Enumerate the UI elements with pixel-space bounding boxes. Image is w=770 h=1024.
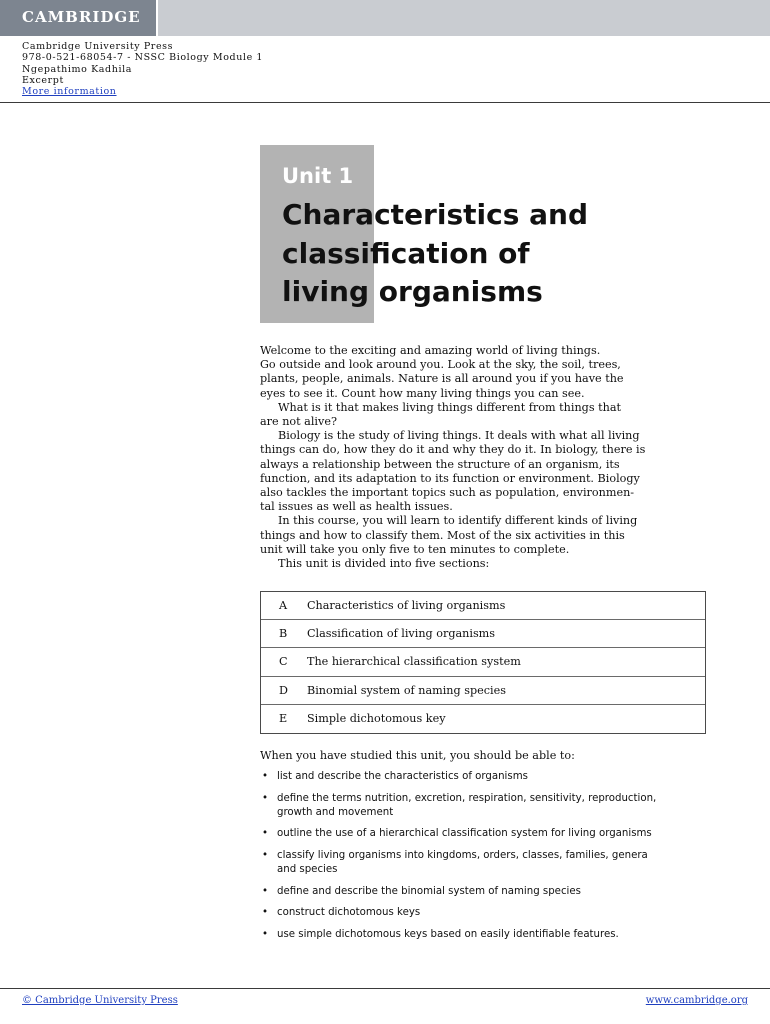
unit-title-line: living organisms [282, 275, 543, 308]
section-row [261, 592, 705, 620]
text-line: construct dichotomous keys [277, 907, 421, 919]
document-type: Excerpt [22, 74, 64, 86]
outcome-item [260, 792, 706, 820]
section-letter: D [279, 683, 288, 697]
unit-title [282, 196, 588, 312]
text-line: are not alive? [260, 415, 337, 429]
text-line: outline the use of a hierarchical classification system for living organisms [277, 828, 652, 840]
text-line: What is it that makes living things different from things that [278, 400, 621, 414]
outcome-item [260, 885, 706, 899]
section-letter: B [279, 627, 288, 641]
section-row [261, 705, 705, 733]
text-line: define and describe the binomial system of naming species [277, 885, 581, 897]
outcome-item [260, 849, 706, 877]
text-line: Welcome to the exciting and amazing world of living things. [260, 344, 601, 357]
more-information-link[interactable]: More information [22, 86, 117, 98]
isbn-line: 978-0-521-68054-7 - NSSC Biology Module 1 [22, 52, 264, 64]
publisher-name: Cambridge University Press [22, 41, 174, 52]
bullet-icon: • [262, 885, 269, 897]
bullet-icon: • [262, 928, 269, 940]
section-row [261, 648, 705, 676]
unit-title-line: classification of [282, 236, 530, 270]
text-line: This unit is divided into five sections: [278, 557, 490, 571]
text-line: things and how to classify them. Most of the six activities in this [260, 528, 625, 542]
text-line: and species [277, 864, 338, 876]
intro-paragraph [260, 429, 706, 514]
text-line: use simple dichotomous keys based on easily identifiable features. [277, 928, 619, 940]
bullet-icon: • [262, 828, 269, 840]
section-letter: E [279, 712, 288, 726]
text-line: unit will take you only five to ten minutes to complete. [260, 542, 570, 556]
text-line: classify living organisms into kingdoms, orders, classes, families, genera [277, 849, 648, 861]
intro-paragraph [260, 557, 706, 571]
text-line: list and describe the characteristics of organisms [277, 771, 528, 782]
text-line: also tackles the important topics such as population, environmen- [260, 486, 635, 500]
bullet-icon: • [262, 849, 269, 861]
author-name: Ngepathimo Kadhila [22, 63, 132, 75]
section-row [261, 620, 705, 648]
learning-outcomes-list [260, 770, 706, 950]
text-line: define the terms nutrition, excretion, respiration, sensitivity, reproduction, [277, 792, 657, 804]
section-row [261, 677, 705, 705]
text-line: things can do, how they do it and why they do it. In biology, there is [260, 443, 646, 457]
text-line: In this course, you will learn to identify different kinds of living [278, 514, 638, 528]
section-title: Binomial system of naming species [307, 683, 506, 697]
learning-outcomes-intro: When you have studied this unit, you should be able to: [260, 749, 575, 762]
cambridge-logo: CAMBRIDGE [22, 8, 141, 26]
bullet-icon: • [262, 771, 269, 782]
intro-paragraph [260, 401, 706, 429]
header-divider [0, 102, 770, 103]
footer-divider [0, 988, 770, 989]
bullet-icon: • [262, 907, 269, 919]
intro-paragraph [260, 514, 706, 557]
unit-sections-table [260, 591, 706, 734]
bullet-icon: • [262, 792, 269, 804]
unit-title-line: Characteristics and [282, 198, 588, 231]
website-link[interactable]: www.cambridge.org [645, 995, 748, 1006]
unit-label: Unit 1 [282, 164, 354, 188]
outcome-item [260, 906, 706, 920]
intro-text [260, 344, 706, 571]
copyright-link[interactable]: © Cambridge University Press [22, 995, 178, 1006]
text-line: function, and its adaptation to its function or environment. Biology [260, 471, 640, 485]
section-title: Characteristics of living organisms [307, 599, 506, 613]
book-metadata [22, 41, 263, 97]
text-line: eyes to see it. Count how many living things you can see. [260, 386, 585, 400]
text-line: plants, people, animals. Nature is all around you if you have the [260, 372, 624, 386]
text-line: always a relationship between the structure of an organism, its [260, 457, 620, 471]
section-title: Simple dichotomous key [307, 712, 446, 726]
section-title: Classification of living organisms [307, 627, 496, 641]
outcome-item [260, 770, 706, 784]
section-title: The hierarchical classification system [307, 655, 521, 669]
text-line: Go outside and look around you. Look at the sky, the soil, trees, [260, 358, 621, 372]
intro-paragraph [260, 344, 706, 401]
text-line: Biology is the study of living things. It deals with what all living [278, 429, 640, 443]
outcome-item [260, 827, 706, 841]
outcome-item [260, 928, 706, 942]
text-line: tal issues as well as health issues. [260, 500, 453, 514]
brand-logo-box [0, 0, 158, 36]
section-letter: C [279, 655, 288, 669]
section-letter: A [279, 599, 288, 613]
text-line: growth and movement [277, 806, 394, 818]
publisher-banner [0, 0, 770, 36]
